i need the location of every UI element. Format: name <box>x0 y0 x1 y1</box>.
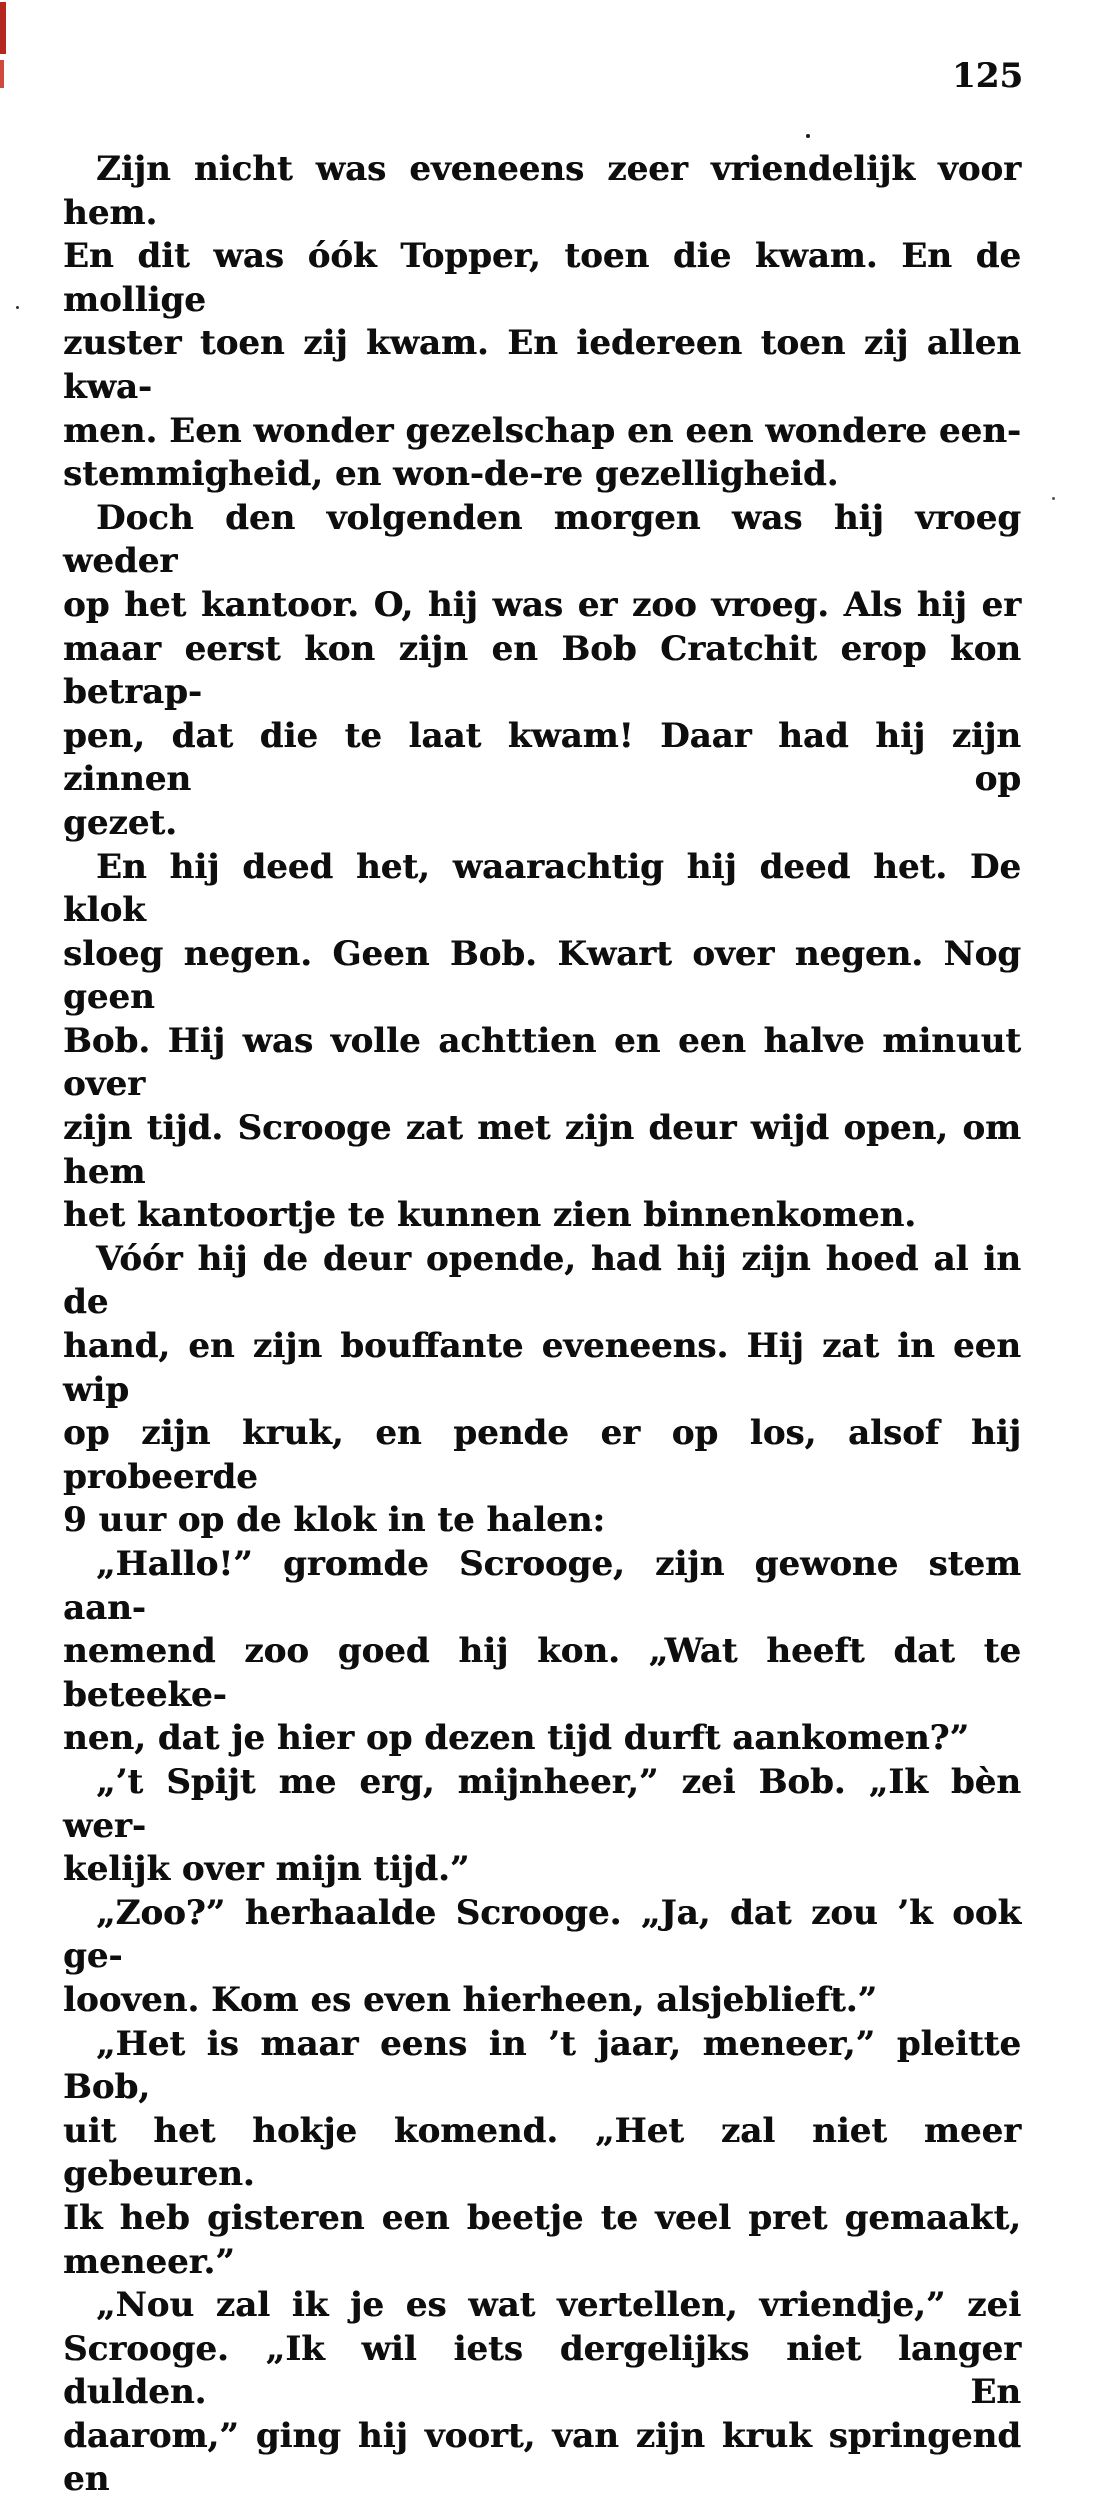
paragraph <box>63 1238 1021 1543</box>
scan-artifact-red-strip-2 <box>0 60 4 88</box>
paragraph <box>63 2284 1021 2502</box>
text-line: op zijn kruk, en pende er op los, alsof hij probeerde <box>63 1413 1021 1497</box>
text-line: gezet. <box>63 802 177 843</box>
paragraph <box>63 2023 1021 2285</box>
text-line: looven. Kom es even hierheen, alsjeblieft.” <box>63 1979 878 2020</box>
text-line: „Zoo?” herhaalde Scrooge. „Ja, dat zou ’k ook ge- <box>63 1892 1021 1977</box>
text-line: hand, en zijn bouffante eveneens. Hij zat in een wip <box>63 1326 1021 1410</box>
text-line: 9 uur op de klok in te halen: <box>63 1500 605 1541</box>
scan-artifact-red-strip-1 <box>0 2 6 54</box>
paragraph <box>63 1761 1021 1892</box>
text-line: Zijn nicht was eveneens zeer vriendelijk voor hem. <box>63 149 1021 233</box>
text-line: Doch den volgenden morgen was hij vroeg weder <box>63 497 1021 582</box>
text-line: het kantoortje te kunnen zien binnenkomen. <box>63 1195 917 1236</box>
text-line: stemmigheid, en won-de-re gezelligheid. <box>63 454 839 495</box>
scan-speckle <box>1052 497 1055 500</box>
paragraph <box>63 148 1021 497</box>
text-line: Scrooge. „Ik wil iets dergelijks niet langer dulden. En <box>63 2328 1021 2413</box>
text-line: meneer.” <box>63 2241 235 2282</box>
paragraph <box>63 1892 1021 2023</box>
text-line: „Nou zal ik je es wat vertellen, vriendje,” zei <box>96 2285 1021 2326</box>
text-line: pen, dat die te laat kwam! Daar had hij zijn zinnen op <box>63 715 1021 800</box>
paragraph <box>63 497 1021 846</box>
text-line: daarom,” ging hij voort, van zijn kruk springend en <box>63 2415 1021 2500</box>
text-line: zijn tijd. Scrooge zat met zijn deur wijd open, om hem <box>63 1108 1021 1192</box>
text-line: „Hallo!” gromde Scrooge, zijn gewone stem aan- <box>63 1544 1021 1628</box>
text-line: op het kantoor. O, hij was er zoo vroeg. Als hij er <box>63 584 1021 625</box>
text-line: Vóór hij de deur opende, had hij zijn hoed al in de <box>63 1238 1021 1323</box>
text-block <box>63 148 1021 2502</box>
text-line: maar eerst kon zijn en Bob Cratchit erop kon betrap- <box>63 628 1021 713</box>
text-line: nemend zoo goed hij kon. „Wat heeft dat te beteeke- <box>63 1631 1021 1715</box>
text-line: sloeg negen. Geen Bob. Kwart over negen. Nog geen <box>63 933 1021 1018</box>
text-line: nen, dat je hier op dezen tijd durft aankomen?” <box>63 1718 969 1759</box>
page-number: 125 <box>952 56 1023 96</box>
text-line: „Het is maar eens in ’t jaar, meneer,” pleitte Bob, <box>63 2023 1021 2108</box>
text-line: uit het hokje komend. „Het zal niet meer gebeuren. <box>63 2110 1021 2195</box>
scan-speckle <box>806 134 810 138</box>
text-line: En dit was óók Topper, toen die kwam. En de mollige <box>63 236 1021 320</box>
paragraph <box>63 1543 1021 1761</box>
scan-speckle <box>16 306 19 309</box>
paragraph <box>63 846 1021 1238</box>
text-line: men. Een wonder gezelschap en een wondere een- <box>63 410 1021 451</box>
text-line: zuster toen zij kwam. En iedereen toen zij allen kwa- <box>63 323 1021 407</box>
text-line: En hij deed het, waarachtig hij deed het. De klok <box>63 846 1021 931</box>
text-line: Bob. Hij was volle achttien en een halve minuut over <box>63 1020 1021 1105</box>
text-line: kelijk over mijn tijd.” <box>63 1849 470 1890</box>
text-line: „’t Spijt me erg, mijnheer,” zei Bob. „Ik bèn wer- <box>63 1761 1021 1846</box>
text-line: Ik heb gisteren een beetje te veel pret gemaakt, <box>63 2197 1021 2238</box>
